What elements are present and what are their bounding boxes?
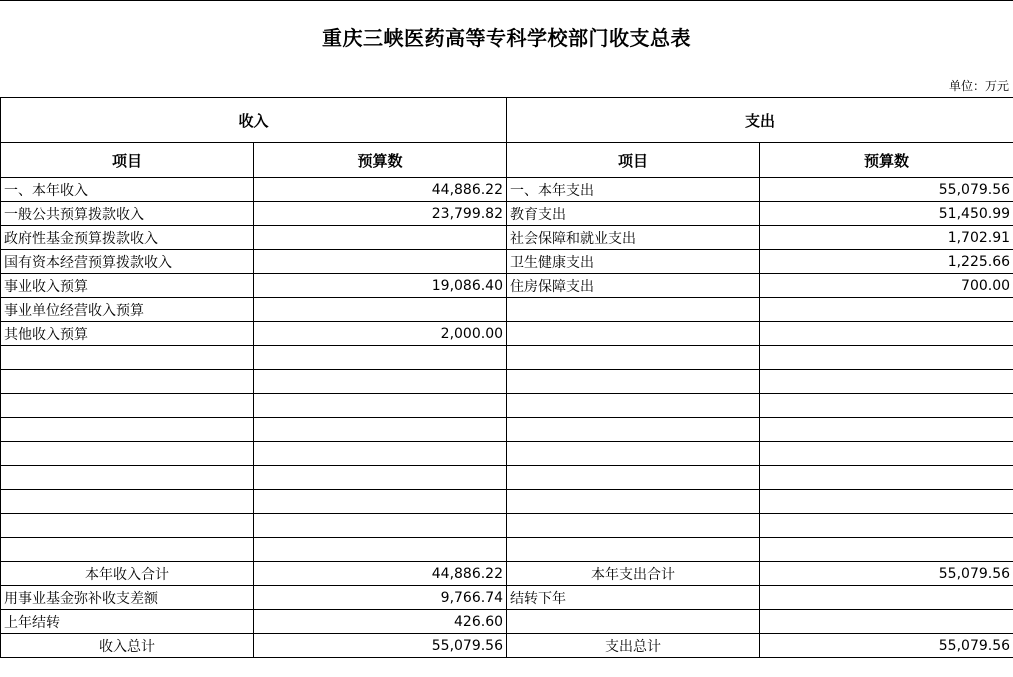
expense-item-cell[interactable]: 住房保障支出 bbox=[507, 274, 760, 298]
income-amount-cell[interactable]: 426.60 bbox=[254, 610, 507, 634]
table-row bbox=[1, 298, 1013, 322]
table-row bbox=[1, 346, 1013, 370]
income-item-cell[interactable]: 收入总计 bbox=[1, 634, 254, 658]
expense-amount-cell[interactable] bbox=[760, 610, 1013, 634]
expense-amount-cell[interactable] bbox=[760, 442, 1013, 466]
income-item-cell[interactable]: 政府性基金预算拨款收入 bbox=[1, 226, 254, 250]
income-header[interactable]: 收入 bbox=[1, 98, 507, 143]
expense-amount-cell[interactable]: 700.00 bbox=[760, 274, 1013, 298]
income-item-cell[interactable] bbox=[1, 466, 254, 490]
top-border bbox=[0, 0, 1013, 1]
income-item-cell[interactable]: 用事业基金弥补收支差额 bbox=[1, 586, 254, 610]
table-row bbox=[1, 610, 1013, 634]
expense-amount-cell[interactable]: 51,450.99 bbox=[760, 202, 1013, 226]
budget-table bbox=[0, 97, 1013, 658]
table-row bbox=[1, 178, 1013, 202]
table-row bbox=[1, 490, 1013, 514]
expense-budget-header[interactable]: 预算数 bbox=[760, 143, 1013, 178]
income-item-cell[interactable] bbox=[1, 490, 254, 514]
expense-amount-cell[interactable] bbox=[760, 466, 1013, 490]
income-amount-cell[interactable]: 2,000.00 bbox=[254, 322, 507, 346]
income-amount-cell[interactable] bbox=[254, 418, 507, 442]
expense-item-cell[interactable] bbox=[507, 298, 760, 322]
income-amount-cell[interactable]: 44,886.22 bbox=[254, 562, 507, 586]
expense-item-cell[interactable] bbox=[507, 538, 760, 562]
expense-amount-cell[interactable]: 1,702.91 bbox=[760, 226, 1013, 250]
income-item-cell[interactable] bbox=[1, 370, 254, 394]
income-item-cell[interactable]: 其他收入预算 bbox=[1, 322, 254, 346]
table-row bbox=[1, 370, 1013, 394]
expense-amount-cell[interactable] bbox=[760, 586, 1013, 610]
table-row bbox=[1, 322, 1013, 346]
income-amount-cell[interactable] bbox=[254, 370, 507, 394]
income-item-cell[interactable]: 事业单位经营收入预算 bbox=[1, 298, 254, 322]
table-row bbox=[1, 562, 1013, 586]
expense-item-cell[interactable]: 结转下年 bbox=[507, 586, 760, 610]
expense-item-cell[interactable] bbox=[507, 442, 760, 466]
expense-amount-cell[interactable]: 55,079.56 bbox=[760, 562, 1013, 586]
table-row bbox=[1, 466, 1013, 490]
expense-amount-cell[interactable]: 55,079.56 bbox=[760, 178, 1013, 202]
expense-item-cell[interactable] bbox=[507, 346, 760, 370]
table-row bbox=[1, 418, 1013, 442]
table-row bbox=[1, 250, 1013, 274]
expense-amount-cell[interactable] bbox=[760, 538, 1013, 562]
income-amount-cell[interactable]: 19,086.40 bbox=[254, 274, 507, 298]
income-amount-cell[interactable] bbox=[254, 514, 507, 538]
income-item-cell[interactable]: 事业收入预算 bbox=[1, 274, 254, 298]
income-item-cell[interactable]: 国有资本经营预算拨款收入 bbox=[1, 250, 254, 274]
expense-amount-cell[interactable] bbox=[760, 418, 1013, 442]
income-amount-cell[interactable]: 55,079.56 bbox=[254, 634, 507, 658]
table-row bbox=[1, 538, 1013, 562]
expense-item-cell[interactable] bbox=[507, 418, 760, 442]
table-row bbox=[1, 514, 1013, 538]
expense-amount-cell[interactable] bbox=[760, 346, 1013, 370]
income-amount-cell[interactable] bbox=[254, 466, 507, 490]
income-amount-cell[interactable] bbox=[254, 490, 507, 514]
income-amount-cell[interactable] bbox=[254, 346, 507, 370]
expense-item-cell[interactable]: 教育支出 bbox=[507, 202, 760, 226]
expense-amount-cell[interactable] bbox=[760, 370, 1013, 394]
column-header-row bbox=[1, 143, 1013, 178]
table-row bbox=[1, 634, 1013, 658]
expense-amount-cell[interactable] bbox=[760, 394, 1013, 418]
expense-amount-cell[interactable] bbox=[760, 490, 1013, 514]
expense-item-cell[interactable] bbox=[507, 370, 760, 394]
expense-item-cell[interactable] bbox=[507, 490, 760, 514]
expense-item-header[interactable]: 项目 bbox=[507, 143, 760, 178]
income-item-header[interactable]: 项目 bbox=[1, 143, 254, 178]
income-amount-cell[interactable] bbox=[254, 226, 507, 250]
expense-item-cell[interactable] bbox=[507, 394, 760, 418]
expense-item-cell[interactable]: 本年支出合计 bbox=[507, 562, 760, 586]
income-item-cell[interactable]: 一般公共预算拨款收入 bbox=[1, 202, 254, 226]
table-row bbox=[1, 226, 1013, 250]
income-item-cell[interactable] bbox=[1, 346, 254, 370]
table-row bbox=[1, 274, 1013, 298]
income-amount-cell[interactable]: 44,886.22 bbox=[254, 178, 507, 202]
income-amount-cell[interactable] bbox=[254, 250, 507, 274]
income-amount-cell[interactable] bbox=[254, 298, 507, 322]
income-amount-cell[interactable] bbox=[254, 394, 507, 418]
income-item-cell[interactable]: 上年结转 bbox=[1, 610, 254, 634]
income-item-cell[interactable] bbox=[1, 538, 254, 562]
income-item-cell[interactable]: 一、本年收入 bbox=[1, 178, 254, 202]
expense-amount-cell[interactable]: 55,079.56 bbox=[760, 634, 1013, 658]
table-row bbox=[1, 442, 1013, 466]
income-amount-cell[interactable] bbox=[254, 442, 507, 466]
expense-item-cell[interactable]: 支出总计 bbox=[507, 634, 760, 658]
income-item-cell[interactable] bbox=[1, 442, 254, 466]
table-row bbox=[1, 586, 1013, 610]
page-title: 重庆三峡医药高等专科学校部门收支总表 bbox=[322, 26, 691, 50]
income-item-cell[interactable] bbox=[1, 418, 254, 442]
expense-header[interactable]: 支出 bbox=[507, 98, 1013, 143]
expense-item-cell[interactable]: 社会保障和就业支出 bbox=[507, 226, 760, 250]
expense-item-cell[interactable]: 一、本年支出 bbox=[507, 178, 760, 202]
expense-amount-cell[interactable] bbox=[760, 322, 1013, 346]
expense-amount-cell[interactable]: 1,225.66 bbox=[760, 250, 1013, 274]
expense-amount-cell[interactable] bbox=[760, 298, 1013, 322]
income-item-cell[interactable]: 本年收入合计 bbox=[1, 562, 254, 586]
income-budget-header[interactable]: 预算数 bbox=[254, 143, 507, 178]
expense-item-cell[interactable] bbox=[507, 322, 760, 346]
expense-item-cell[interactable] bbox=[507, 610, 760, 634]
expense-amount-cell[interactable] bbox=[760, 514, 1013, 538]
income-amount-cell[interactable]: 23,799.82 bbox=[254, 202, 507, 226]
table-row bbox=[1, 202, 1013, 226]
income-item-cell[interactable] bbox=[1, 394, 254, 418]
income-amount-cell[interactable] bbox=[254, 538, 507, 562]
expense-item-cell[interactable] bbox=[507, 466, 760, 490]
expense-item-cell[interactable] bbox=[507, 514, 760, 538]
table-row bbox=[1, 394, 1013, 418]
section-header-row bbox=[1, 98, 1013, 143]
income-item-cell[interactable] bbox=[1, 514, 254, 538]
income-amount-cell[interactable]: 9,766.74 bbox=[254, 586, 507, 610]
unit-label: 单位：万元 bbox=[948, 79, 1009, 93]
expense-item-cell[interactable]: 卫生健康支出 bbox=[507, 250, 760, 274]
